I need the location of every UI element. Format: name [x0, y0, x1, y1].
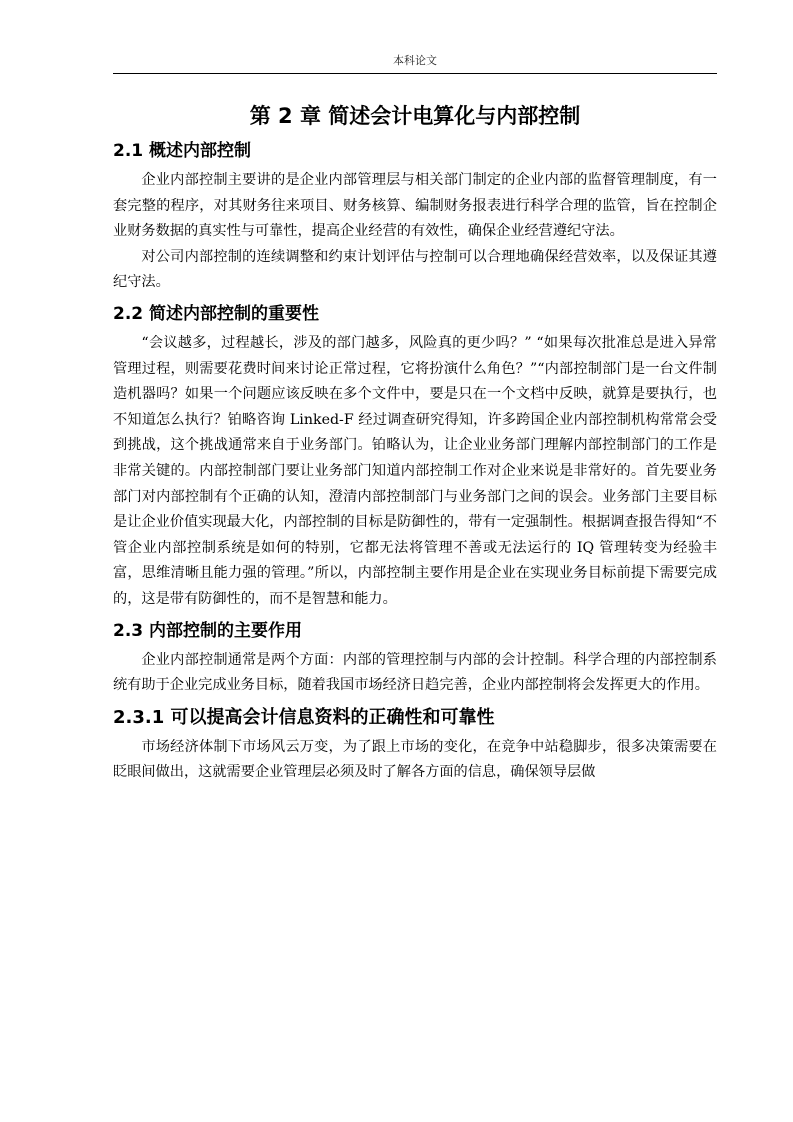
paragraph: “会议越多，过程越长，涉及的部门越多，风险真的更少吗？” “如果每次批准总是进入异常管理过程，则需要花费时间来讨论正常过程，它将扮演什么角色？”“内部控制部门是一台文件制造机器吗？如果一个问题应该反映在多个文件中，要是只在一个文档中反映，就算是要执行，也不知道怎么执行？铂略咨询 Linked-F 经过调查研究得知，许多跨国企业内部控制机构常常会受到挑战，这个挑战通常来自于业务部门。铂略认为，让企业业务部门理解内部控制部门的工作是非常关键的。内部控制部门要让业务部门知道内部控制工作对企业来说是非常好的。首先要业务部门对内部控制有个正确的认知，澄清内部控制部门与业务部门之间的误会。业务部门主要目标是让企业价值实现最大化，内部控制的目标是防御性的，带有一定强制性。根据调查报告得知“不管企业内部控制系统是如何的特别，它都无法将管理不善或无法运行的 IQ 管理转变为经验丰富，思维清晰且能力强的管理。”所以，内部控制主要作用是企业在实现业务目标前提下需要完成的，这是带有防御性的，而不是智慧和能力。 [113, 334, 717, 607]
subsection-title: 2.3.1 可以提高会计信息资料的正确性和可靠性 [113, 706, 495, 728]
header-rule [113, 73, 717, 74]
section-2-3 [113, 613, 717, 699]
paragraph: 企业内部控制主要讲的是企业内部管理层与相关部门制定的企业内部的监督管理制度，有一套完整的程序，对其财务往来项目、财务核算、编制财务报表进行科学合理的监管，旨在控制企业财务数据的真实性与可靠性，提高企业经营的有效性，确保企业经营遵纪守法。 [113, 172, 717, 240]
section-title: 2.1 概述内部控制 [113, 141, 252, 161]
section-title: 2.2 简述内部控制的重要性 [113, 303, 320, 324]
section-title: 2.3 内部控制的主要作用 [113, 620, 303, 641]
paragraph: 企业内部控制通常是两个方面：内部的管理控制与内部的会计控制。科学合理的内部控制系统有助于企业完成业务目标，随着我国市场经济日趋完善，企业内部控制将会发挥更大的作用。 [113, 651, 717, 694]
paragraph: 市场经济体制下市场风云万变，为了跟上市场的变化，在竞争中站稳脚步，很多决策需要在眨眼间做出，这就需要企业管理层必须及时了解各方面的信息，确保领导层做 [113, 738, 717, 781]
chapter-title: 第 2 章 简述会计电算化与内部控制 [249, 104, 581, 128]
section-2-2 [113, 296, 717, 613]
page-content [113, 99, 717, 786]
paragraph: 对公司内部控制的连续调整和约束计划评估与控制可以合理地确保经营效率，以及保证其遵纪守法。 [113, 248, 717, 291]
running-header: 本科论文 [393, 54, 437, 67]
section-2-3-1 [113, 699, 717, 786]
section-2-1 [113, 133, 717, 296]
